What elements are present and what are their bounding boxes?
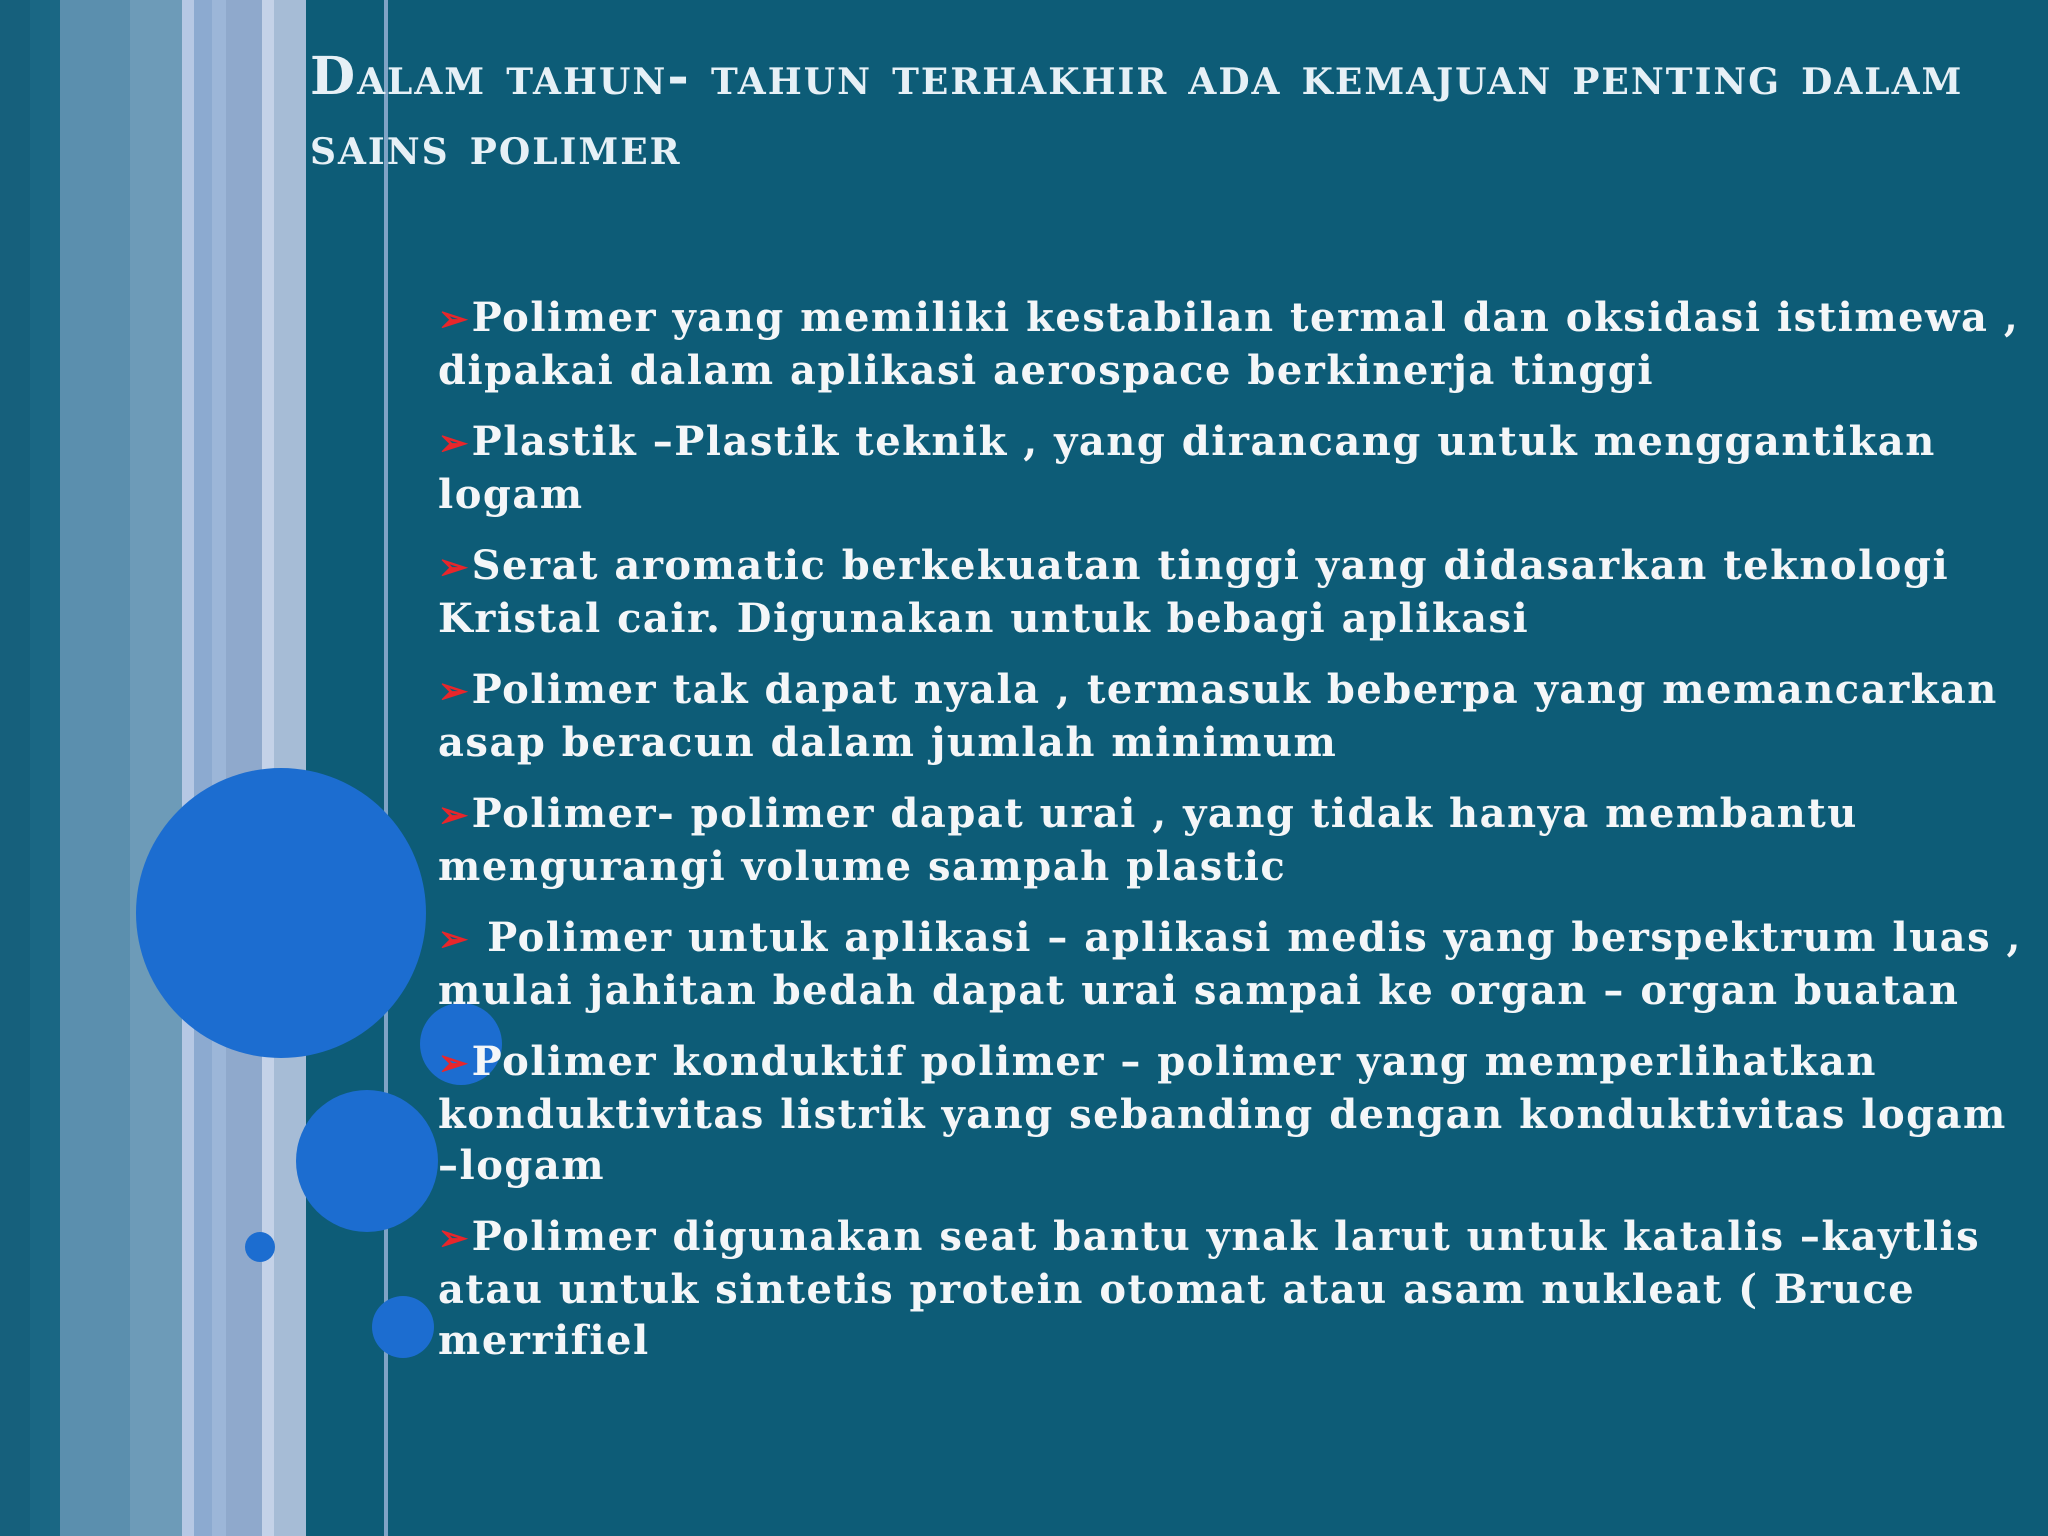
slide-title: Dalam tahun- tahun terhakhir ada kemajuan penting dalam sains polimer — [310, 46, 1964, 177]
decor-circle-tiny — [245, 1232, 275, 1262]
bullet-item — [438, 1036, 2038, 1191]
arrow-bullet-icon: ➢ — [438, 918, 470, 960]
bullet-text: Plastik –Plastik teknik , yang dirancang untuk menggantikan logam — [438, 418, 1936, 518]
arrow-bullet-icon: ➢ — [438, 1042, 470, 1084]
decor-circle-large — [136, 768, 426, 1058]
decor-circle-small — [372, 1296, 434, 1358]
bullet-text: Polimer- polimer dapat urai , yang tidak hanya membantu mengurangi volume sampah plastic — [438, 790, 1858, 890]
arrow-bullet-icon: ➢ — [438, 670, 470, 712]
decor-circle-medium — [296, 1090, 438, 1232]
decor-stripe — [226, 0, 262, 1536]
bullet-item — [438, 788, 2038, 892]
bullet-text: Polimer yang memiliki kestabilan termal dan oksidasi istimewa , dipakai dalam aplikasi aerospace berkinerja tinggi — [438, 294, 2020, 394]
decor-stripe — [182, 0, 194, 1536]
bullet-item — [438, 664, 2038, 768]
bullet-text: Polimer tak dapat nyala , termasuk beberpa yang memancarkan asap beracun dalam jumlah minimum — [438, 666, 1998, 766]
bullet-item — [438, 540, 2038, 644]
arrow-bullet-icon: ➢ — [438, 794, 470, 836]
decor-stripe — [194, 0, 212, 1536]
bullet-item — [438, 292, 2038, 396]
decor-stripe — [306, 0, 384, 1536]
bullet-text: Serat aromatic berkekuatan tinggi yang didasarkan teknologi Kristal cair. Digunakan untuk bebagi aplikasi — [438, 542, 1950, 642]
bullet-text: Polimer konduktif polimer – polimer yang memperlihatkan konduktivitas listrik yang sebanding dengan konduktivitas logam –logam — [438, 1038, 2007, 1189]
decor-stripe — [60, 0, 130, 1536]
decor-stripe — [0, 0, 30, 1536]
bullet-item — [438, 912, 2038, 1016]
arrow-bullet-icon: ➢ — [438, 298, 470, 340]
arrow-bullet-icon: ➢ — [438, 546, 470, 588]
arrow-bullet-icon: ➢ — [438, 1217, 470, 1259]
bullet-text: Polimer digunakan seat bantu ynak larut untuk katalis –kaytlis atau untuk sintetis protein otomat atau asam nukleat ( Bruce merrifiel — [438, 1213, 1981, 1364]
bullet-text: Polimer untuk aplikasi – aplikasi medis yang berspektrum luas , mulai jahitan bedah dapat urai sampai ke organ – organ buatan — [438, 914, 2022, 1014]
decor-stripe — [130, 0, 182, 1536]
bullet-item — [438, 1211, 2038, 1366]
bullet-list — [438, 292, 2038, 1386]
decor-stripe — [212, 0, 226, 1536]
arrow-bullet-icon: ➢ — [438, 422, 470, 464]
decor-stripe — [30, 0, 60, 1536]
bullet-item — [438, 416, 2038, 520]
